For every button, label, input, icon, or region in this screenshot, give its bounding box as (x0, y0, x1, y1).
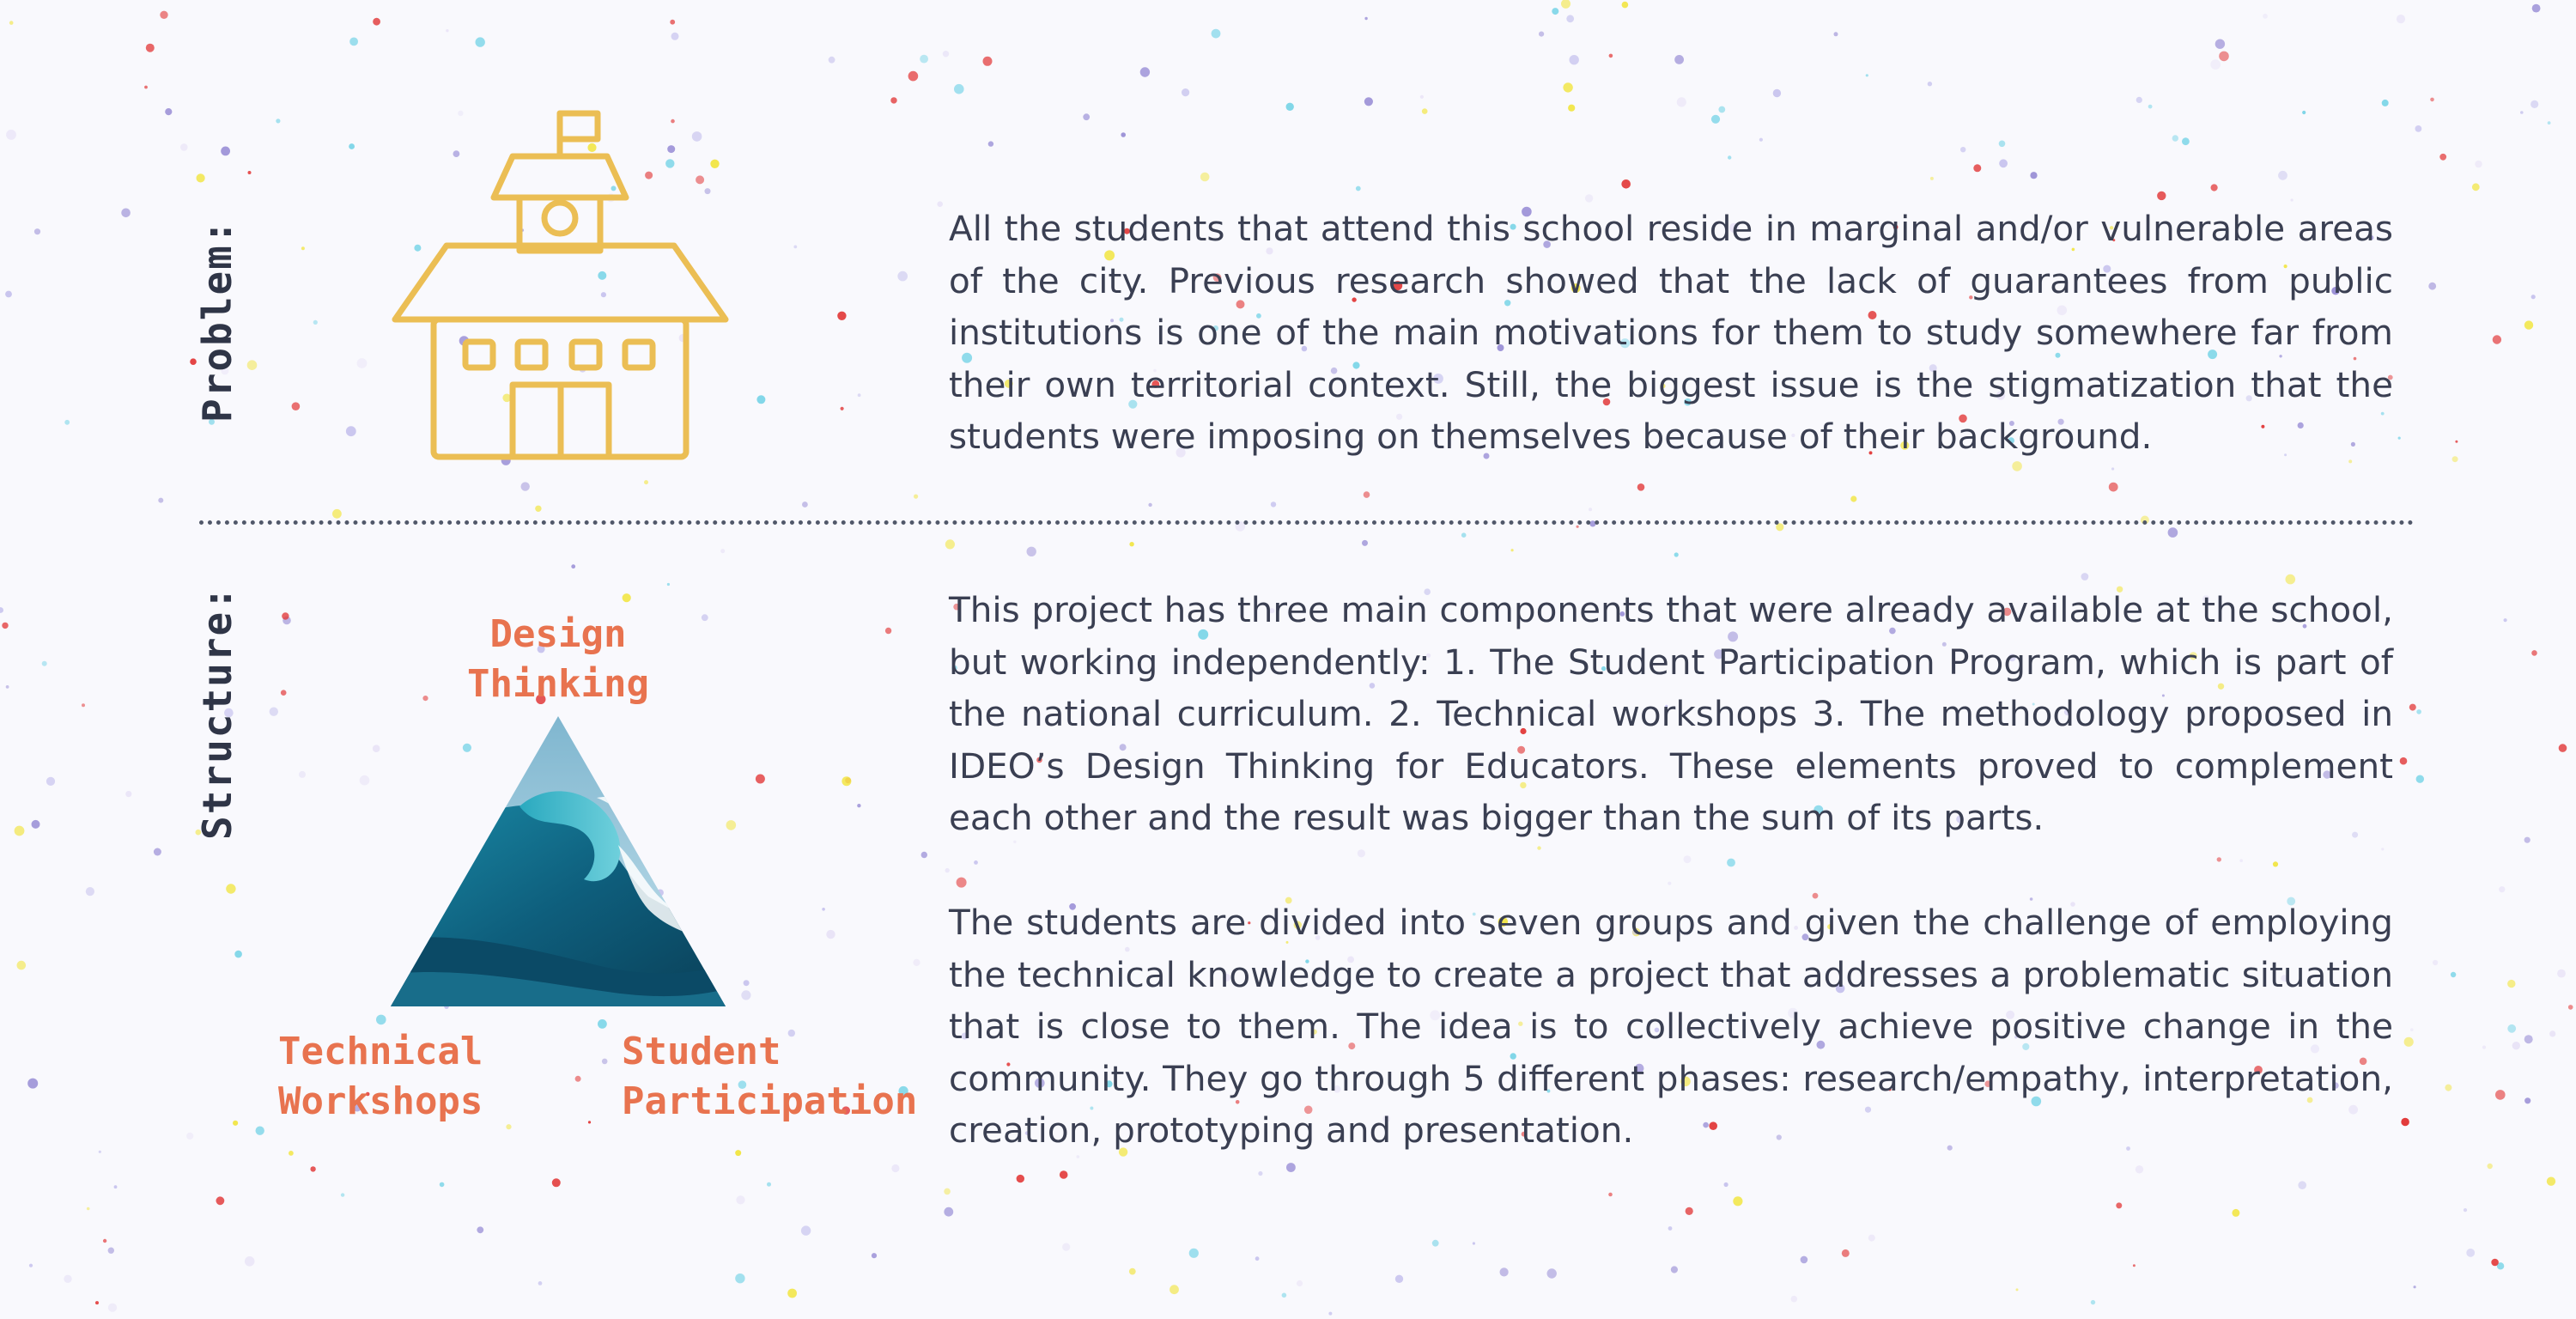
structure-description-2: The students are divided into seven groups and given the challenge of employing the technical knowledge to create a project that addresses a problematic situation that is close to them. The idea is to collectively achieve positive change in the community. They go through 5 different phases: research/empathy, interpretation, creation, prototyping and presentation. (949, 902, 2393, 1151)
problem-heading: Problem: (194, 218, 240, 422)
section-divider (199, 520, 2415, 525)
student-participation-label: Student Participation (622, 1030, 918, 1123)
school-building-icon (382, 105, 738, 470)
design-thinking-label: Design Thinking (467, 612, 649, 706)
technical-workshops-label: Technical Workshops (278, 1030, 483, 1123)
structure-heading: Structure: (194, 585, 240, 840)
problem-description: All the students that attend this school reside in marginal and/or vulnerable areas of the city. Previous research showed that the lack of guarantees from public institutions is one of the main motivations for them to study somewhere far from their own territorial context. Still, the biggest issue is the stigmatization that the students were imposing on themselves because of their background. (949, 208, 2393, 457)
structure-description-1: This project has three main components that were already available at the school, but working independently: 1. The Student Participation Program, which is part of the national curriculum. 2. Technical workshops 3. The methodology proposed in IDEO’s Design Thinking for Educators. These elements proved to complement each other and the result was bigger than the sum of its parts. (949, 589, 2393, 838)
ocean-wave-triangle-image (391, 716, 726, 1008)
